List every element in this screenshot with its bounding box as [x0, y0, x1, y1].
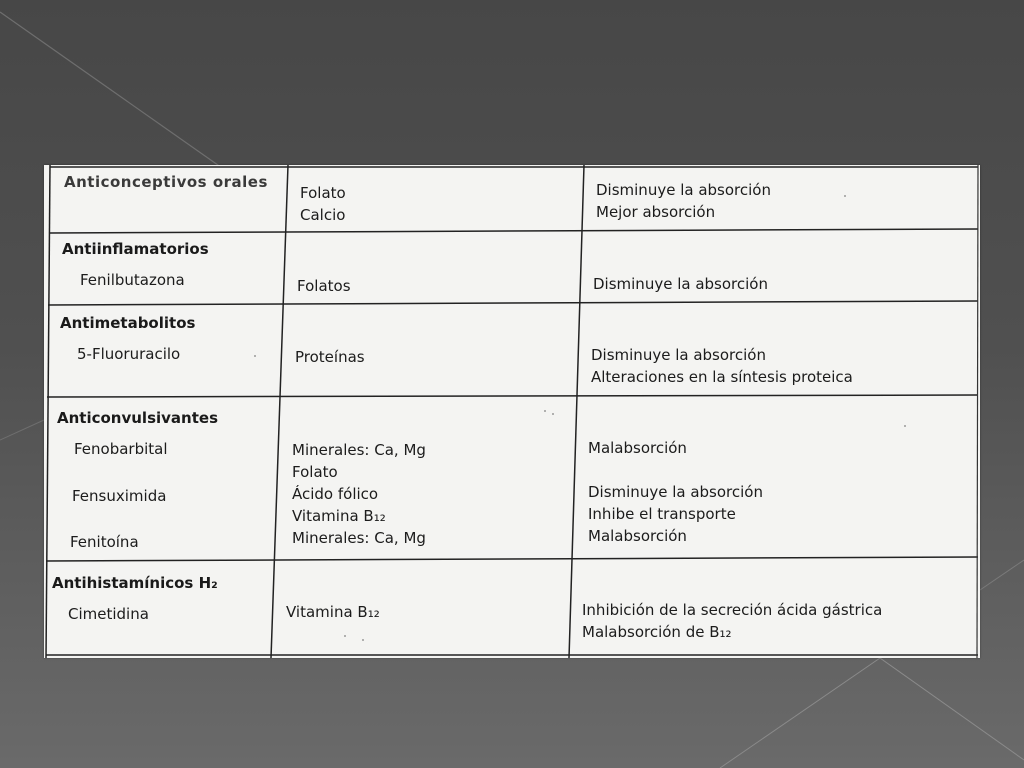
effect-text: Mejor absorción — [596, 203, 716, 221]
effect-text: Disminuye la absorción — [591, 346, 766, 364]
nutrient-text: Minerales: Ca, Mg — [292, 529, 426, 547]
drug-text: Fenobarbital — [74, 440, 168, 458]
drug-cell — [77, 343, 180, 365]
effect-text: Disminuye la absorción — [588, 483, 763, 501]
nutrient-text: Ácido fólico — [292, 485, 379, 503]
effect-text: Disminuye la absorción — [593, 275, 768, 293]
nutrient-cell — [292, 439, 426, 549]
scan-speck — [904, 425, 906, 427]
drug-text: 5-Fluoruracilo — [77, 345, 181, 363]
nutrient-cell — [300, 182, 346, 226]
effect-text: Alteraciones en la síntesis proteica — [591, 368, 853, 386]
nutrient-text: Vitamina B₁₂ — [292, 507, 386, 525]
drug-text: Fensuximida — [72, 487, 167, 505]
drug-group-label: Antiinflamatorios — [62, 240, 209, 258]
effect-text: Malabsorción — [588, 527, 687, 545]
drug-text: Fenitoína — [70, 533, 139, 551]
drug-cell — [68, 603, 149, 625]
scan-speck — [844, 195, 846, 197]
scanned-table-image — [44, 165, 980, 658]
effect-text: Malabsorción de B₁₂ — [582, 623, 732, 641]
drug-group-label: Antimetabolitos — [60, 314, 196, 332]
effect-text: Disminuye la absorción — [596, 181, 771, 199]
effect-text: Inhibe el transporte — [588, 505, 736, 523]
drug-cell — [80, 269, 185, 291]
drug-group-label: Antihistamínicos H₂ — [52, 574, 218, 592]
nutrient-text: Vitamina B₁₂ — [286, 603, 380, 621]
drug-group-label: Anticonceptivos orales — [64, 173, 268, 191]
nutrient-text: Minerales: Ca, Mg — [292, 441, 426, 459]
nutrient-text: Proteínas — [295, 348, 365, 366]
nutrient-text: Folato — [292, 463, 338, 481]
nutrient-cell — [297, 275, 351, 297]
scan-speck — [552, 413, 554, 415]
effect-text: Malabsorción — [588, 439, 687, 457]
nutrient-text: Calcio — [300, 206, 346, 224]
scan-speck — [254, 355, 256, 357]
drug-text: Cimetidina — [68, 605, 149, 623]
drug-text: Fenilbutazona — [80, 271, 185, 289]
effect-cell — [582, 599, 882, 643]
drug-group-label: Anticonvulsivantes — [57, 409, 218, 427]
scan-speck — [362, 639, 364, 641]
effect-cell — [591, 344, 853, 388]
scan-speck — [344, 635, 346, 637]
nutrient-text: Folato — [300, 184, 346, 202]
nutrient-text: Folatos — [297, 277, 351, 295]
effect-cell — [596, 179, 771, 223]
effect-text: Inhibición de la secreción ácida gástrica — [582, 601, 883, 619]
scan-speck — [544, 410, 546, 412]
nutrient-cell — [286, 601, 380, 623]
nutrient-cell — [295, 346, 365, 368]
effect-cell — [588, 437, 763, 547]
effect-cell — [593, 273, 768, 295]
